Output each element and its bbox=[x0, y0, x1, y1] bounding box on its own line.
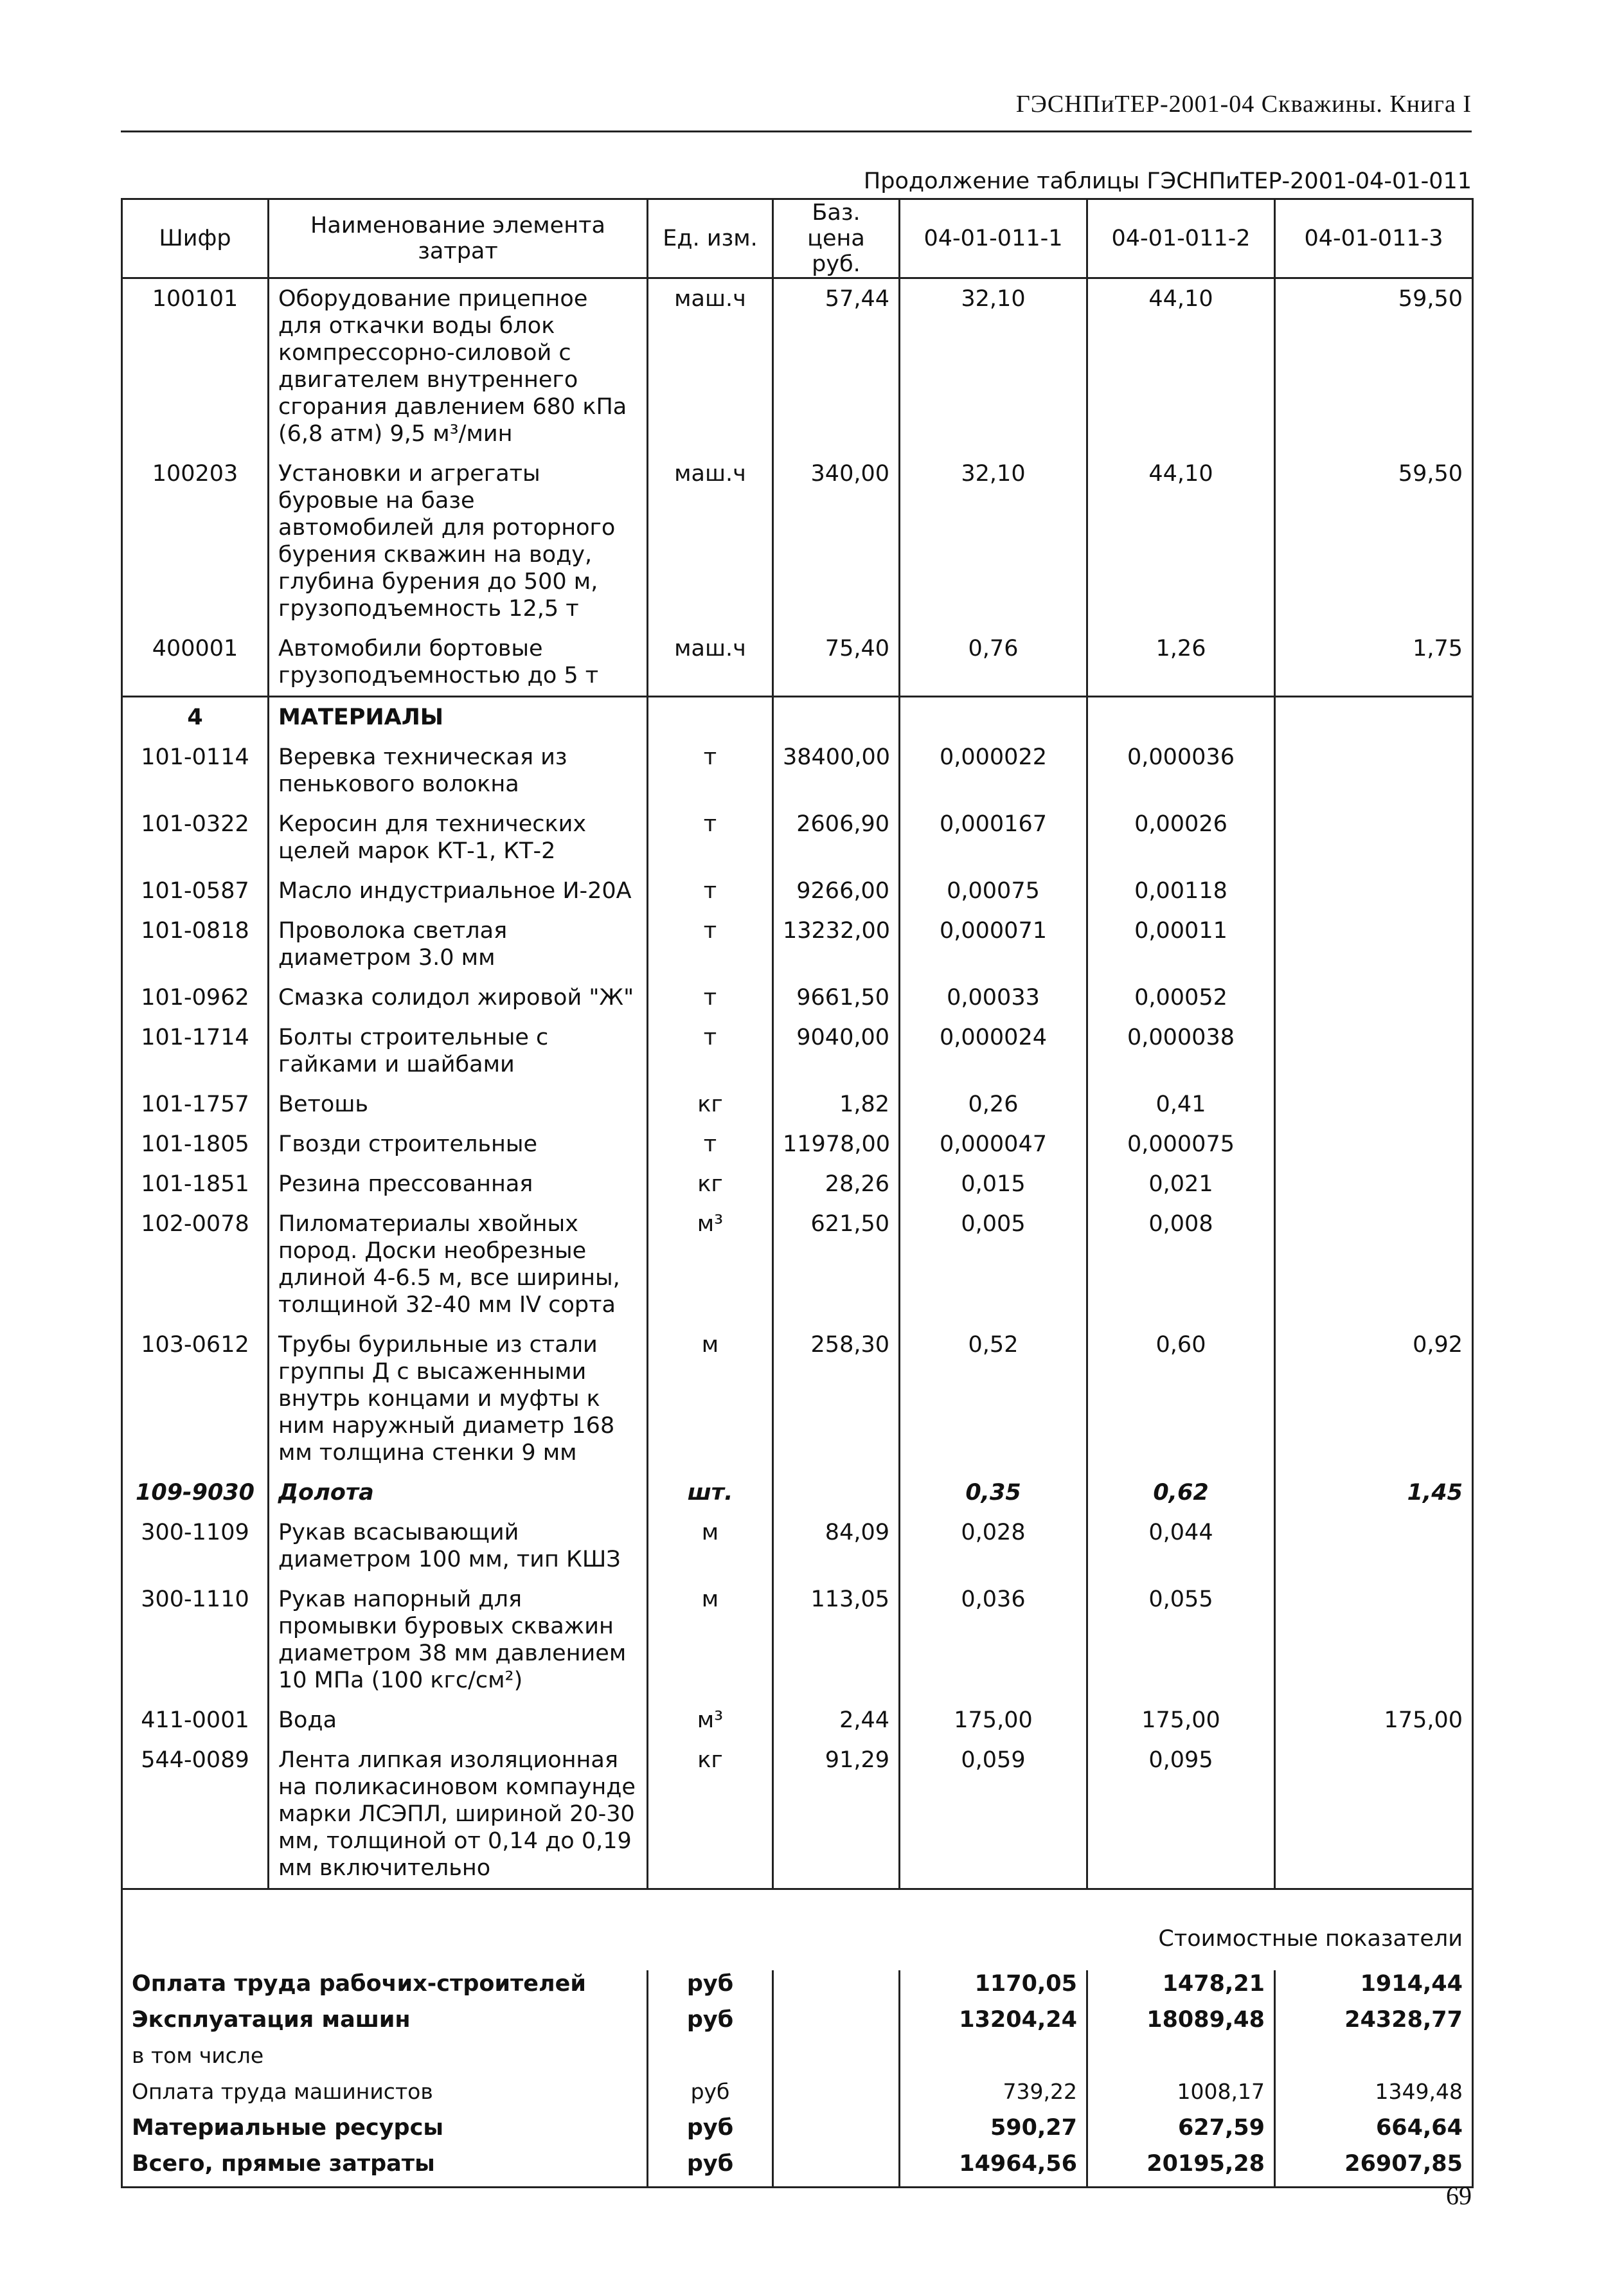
col-header-v3: 04-01-011-3 bbox=[1275, 199, 1473, 278]
row-unit: маш.ч bbox=[648, 454, 773, 629]
running-header: ГЭСНПиТЕР-2001-04 Скважины. Книга I bbox=[1015, 91, 1472, 118]
table-row bbox=[122, 911, 1473, 978]
table-row bbox=[122, 1164, 1473, 1204]
row-v1: 0,000024 bbox=[900, 1018, 1087, 1084]
col-header-name: Наименование элемента затрат bbox=[269, 199, 648, 278]
cost-unit: руб bbox=[648, 2006, 773, 2042]
row-v3 bbox=[1275, 871, 1473, 911]
row-code: 101-0587 bbox=[122, 871, 269, 911]
row-v2: 0,00026 bbox=[1087, 804, 1275, 871]
row-price: 11978,00 bbox=[773, 1124, 900, 1164]
empty-cell bbox=[900, 697, 1087, 738]
row-code: 101-1757 bbox=[122, 1084, 269, 1124]
row-v1: 0,000167 bbox=[900, 804, 1087, 871]
cost-v3: 664,64 bbox=[1275, 2114, 1473, 2150]
row-v2: 175,00 bbox=[1087, 1700, 1275, 1740]
cost-row bbox=[122, 2006, 1473, 2042]
row-code: 544-0089 bbox=[122, 1740, 269, 1889]
section-number: 4 bbox=[122, 697, 269, 738]
row-price: 75,40 bbox=[773, 629, 900, 697]
row-v3: 1,75 bbox=[1275, 629, 1473, 697]
row-unit: т bbox=[648, 911, 773, 978]
row-name: Трубы бурильные из стали группы Д с высаженными внутрь концами и муфты к ним наружный диаметр 168 мм толщина стенки 9 мм bbox=[269, 1325, 648, 1473]
row-name: Лента липкая изоляционная на поликасиновом компаунде марки ЛСЭПЛ, шириной 20-30 мм, толщиной от 0,14 до 0,19 мм включительно bbox=[269, 1740, 648, 1889]
cost-v2 bbox=[1087, 2042, 1275, 2078]
row-price: 2,44 bbox=[773, 1700, 900, 1740]
row-name: Автомобили бортовые грузоподъемностью до 5 т bbox=[269, 629, 648, 697]
empty-cell bbox=[773, 1970, 900, 2006]
empty-cell bbox=[773, 2042, 900, 2078]
row-v2: 0,095 bbox=[1087, 1740, 1275, 1889]
row-v2: 1,26 bbox=[1087, 629, 1275, 697]
table-row bbox=[122, 1325, 1473, 1473]
cost-label: Оплата труда рабочих-строителей bbox=[122, 1970, 648, 2006]
empty-cell bbox=[773, 2006, 900, 2042]
row-v2: 0,000036 bbox=[1087, 737, 1275, 804]
section-row bbox=[122, 697, 1473, 738]
row-unit: м bbox=[648, 1579, 773, 1700]
row-v1: 32,10 bbox=[900, 454, 1087, 629]
row-v1: 0,26 bbox=[900, 1084, 1087, 1124]
row-name: Керосин для технических целей марок КТ-1, КТ-2 bbox=[269, 804, 648, 871]
row-v1: 0,015 bbox=[900, 1164, 1087, 1204]
table-row bbox=[122, 737, 1473, 804]
row-v2: 0,00118 bbox=[1087, 871, 1275, 911]
row-name: Болты строительные с гайками и шайбами bbox=[269, 1018, 648, 1084]
row-v1: 0,036 bbox=[900, 1579, 1087, 1700]
cost-label: Оплата труда машинистов bbox=[122, 2078, 648, 2114]
row-code: 411-0001 bbox=[122, 1700, 269, 1740]
row-unit: кг bbox=[648, 1740, 773, 1889]
row-v3: 1,45 bbox=[1275, 1473, 1473, 1513]
row-name: Смазка солидол жировой "Ж" bbox=[269, 978, 648, 1018]
row-price: 2606,90 bbox=[773, 804, 900, 871]
row-price: 621,50 bbox=[773, 1204, 900, 1325]
empty-cell bbox=[773, 2114, 900, 2150]
empty-cell bbox=[1087, 697, 1275, 738]
table-row bbox=[122, 1018, 1473, 1084]
table-row bbox=[122, 1204, 1473, 1325]
row-v3: 0,92 bbox=[1275, 1325, 1473, 1473]
row-price: 57,44 bbox=[773, 278, 900, 454]
row-unit: м³ bbox=[648, 1700, 773, 1740]
row-code: 300-1109 bbox=[122, 1513, 269, 1579]
cost-v2: 18089,48 bbox=[1087, 2006, 1275, 2042]
row-v3 bbox=[1275, 1018, 1473, 1084]
row-v3 bbox=[1275, 911, 1473, 978]
empty-cell bbox=[1275, 697, 1473, 738]
page-number: 69 bbox=[1446, 2181, 1472, 2210]
cost-row bbox=[122, 2114, 1473, 2150]
cost-v2: 1008,17 bbox=[1087, 2078, 1275, 2114]
row-price: 1,82 bbox=[773, 1084, 900, 1124]
row-price: 28,26 bbox=[773, 1164, 900, 1204]
cost-v1 bbox=[900, 2042, 1087, 2078]
row-code: 102-0078 bbox=[122, 1204, 269, 1325]
row-v3 bbox=[1275, 1740, 1473, 1889]
row-v3 bbox=[1275, 978, 1473, 1018]
empty-cell bbox=[648, 697, 773, 738]
row-v1: 0,005 bbox=[900, 1204, 1087, 1325]
cost-v3: 1914,44 bbox=[1275, 1970, 1473, 2006]
row-unit: кг bbox=[648, 1164, 773, 1204]
row-unit: маш.ч bbox=[648, 629, 773, 697]
cost-unit: руб bbox=[648, 2114, 773, 2150]
row-v2: 0,60 bbox=[1087, 1325, 1275, 1473]
table-row bbox=[122, 804, 1473, 871]
row-unit: м bbox=[648, 1513, 773, 1579]
cost-v3: 24328,77 bbox=[1275, 2006, 1473, 2042]
row-unit: т bbox=[648, 978, 773, 1018]
section-title: МАТЕРИАЛЫ bbox=[269, 697, 648, 738]
row-v2: 0,62 bbox=[1087, 1473, 1275, 1513]
cost-label: в том числе bbox=[122, 2042, 648, 2078]
row-name: Веревка техническая из пенькового волокна bbox=[269, 737, 648, 804]
row-v3 bbox=[1275, 1513, 1473, 1579]
cost-v1: 739,22 bbox=[900, 2078, 1087, 2114]
row-name: Долота bbox=[269, 1473, 648, 1513]
row-v2: 0,000038 bbox=[1087, 1018, 1275, 1084]
cost-v1: 13204,24 bbox=[900, 2006, 1087, 2042]
header-rule bbox=[121, 130, 1472, 132]
row-price bbox=[773, 1473, 900, 1513]
row-price: 91,29 bbox=[773, 1740, 900, 1889]
row-v1: 0,028 bbox=[900, 1513, 1087, 1579]
row-name: Резина прессованная bbox=[269, 1164, 648, 1204]
cost-v2: 1478,21 bbox=[1087, 1970, 1275, 2006]
row-v1: 0,059 bbox=[900, 1740, 1087, 1889]
row-price: 38400,00 bbox=[773, 737, 900, 804]
row-unit: т bbox=[648, 737, 773, 804]
row-unit: м bbox=[648, 1325, 773, 1473]
table-header-row bbox=[122, 199, 1473, 278]
row-v1: 0,76 bbox=[900, 629, 1087, 697]
row-name: Установки и агрегаты буровые на базе автомобилей для роторного бурения скважин на воду, глубина бурения до 500 м, грузоподъемность 12,5 т bbox=[269, 454, 648, 629]
row-v2: 0,000075 bbox=[1087, 1124, 1275, 1164]
empty-cell bbox=[773, 697, 900, 738]
row-v2: 0,00011 bbox=[1087, 911, 1275, 978]
cost-unit: руб bbox=[648, 1970, 773, 2006]
cost-unit bbox=[648, 2042, 773, 2078]
row-price: 13232,00 bbox=[773, 911, 900, 978]
table-row bbox=[122, 1473, 1473, 1513]
row-v3 bbox=[1275, 804, 1473, 871]
row-code: 101-1714 bbox=[122, 1018, 269, 1084]
row-code: 400001 bbox=[122, 629, 269, 697]
col-header-unit: Ед. изм. bbox=[648, 199, 773, 278]
row-v1: 0,000071 bbox=[900, 911, 1087, 978]
row-name: Пиломатериалы хвойных пород. Доски необрезные длиной 4-6.5 м, все ширины, толщиной 32-40 мм IV сорта bbox=[269, 1204, 648, 1325]
cost-v1: 590,27 bbox=[900, 2114, 1087, 2150]
row-unit: шт. bbox=[648, 1473, 773, 1513]
row-v3: 59,50 bbox=[1275, 278, 1473, 454]
row-v2: 44,10 bbox=[1087, 454, 1275, 629]
row-price: 9661,50 bbox=[773, 978, 900, 1018]
row-v1: 175,00 bbox=[900, 1700, 1087, 1740]
row-name: Ветошь bbox=[269, 1084, 648, 1124]
row-name: Гвозди строительные bbox=[269, 1124, 648, 1164]
row-price: 340,00 bbox=[773, 454, 900, 629]
row-v1: 0,00075 bbox=[900, 871, 1087, 911]
row-code: 101-1851 bbox=[122, 1164, 269, 1204]
row-v3: 175,00 bbox=[1275, 1700, 1473, 1740]
row-v3: 59,50 bbox=[1275, 454, 1473, 629]
cost-label: Материальные ресурсы bbox=[122, 2114, 648, 2150]
row-v1: 0,000047 bbox=[900, 1124, 1087, 1164]
cost-label: Всего, прямые затраты bbox=[122, 2150, 648, 2188]
cost-header-row bbox=[122, 1889, 1473, 1971]
row-v3 bbox=[1275, 1204, 1473, 1325]
row-v2: 0,008 bbox=[1087, 1204, 1275, 1325]
cost-row bbox=[122, 2150, 1473, 2188]
row-unit: т bbox=[648, 871, 773, 911]
cost-v3 bbox=[1275, 2042, 1473, 2078]
table-row bbox=[122, 1513, 1473, 1579]
table-continuation-caption: Продолжение таблицы ГЭСНПиТЕР-2001-04-01-011 bbox=[863, 168, 1472, 194]
row-v3 bbox=[1275, 1164, 1473, 1204]
row-v1: 0,35 bbox=[900, 1473, 1087, 1513]
row-v1: 0,00033 bbox=[900, 978, 1087, 1018]
row-v3 bbox=[1275, 1084, 1473, 1124]
row-v1: 0,000022 bbox=[900, 737, 1087, 804]
col-header-code: Шифр bbox=[122, 199, 269, 278]
cost-v2: 627,59 bbox=[1087, 2114, 1275, 2150]
table-row bbox=[122, 1579, 1473, 1700]
table-row bbox=[122, 1700, 1473, 1740]
row-v2: 0,055 bbox=[1087, 1579, 1275, 1700]
cost-unit: руб bbox=[648, 2078, 773, 2114]
row-unit: т bbox=[648, 1124, 773, 1164]
cost-unit: руб bbox=[648, 2150, 773, 2188]
row-code: 109-9030 bbox=[122, 1473, 269, 1513]
empty-cell bbox=[773, 2150, 900, 2188]
row-price: 9040,00 bbox=[773, 1018, 900, 1084]
row-price: 9266,00 bbox=[773, 871, 900, 911]
row-unit: м³ bbox=[648, 1204, 773, 1325]
row-code: 101-0322 bbox=[122, 804, 269, 871]
row-code: 101-1805 bbox=[122, 1124, 269, 1164]
cost-v3: 26907,85 bbox=[1275, 2150, 1473, 2188]
table-row bbox=[122, 454, 1473, 629]
row-v1: 32,10 bbox=[900, 278, 1087, 454]
table-row bbox=[122, 278, 1473, 454]
row-v3 bbox=[1275, 1124, 1473, 1164]
row-price: 113,05 bbox=[773, 1579, 900, 1700]
row-unit: т bbox=[648, 1018, 773, 1084]
table-row bbox=[122, 871, 1473, 911]
col-header-v2: 04-01-011-2 bbox=[1087, 199, 1275, 278]
resource-table bbox=[121, 198, 1474, 2188]
row-code: 100203 bbox=[122, 454, 269, 629]
table-row bbox=[122, 1740, 1473, 1889]
row-name: Рукав всасывающий диаметром 100 мм, тип КШЗ bbox=[269, 1513, 648, 1579]
cost-v3: 1349,48 bbox=[1275, 2078, 1473, 2114]
cost-header: Стоимостные показатели bbox=[122, 1889, 1473, 1971]
row-v3 bbox=[1275, 737, 1473, 804]
row-code: 101-0114 bbox=[122, 737, 269, 804]
cost-row bbox=[122, 1970, 1473, 2006]
cost-v1: 14964,56 bbox=[900, 2150, 1087, 2188]
col-header-price: Баз. цена руб. bbox=[773, 199, 900, 278]
row-v2: 0,044 bbox=[1087, 1513, 1275, 1579]
cost-v2: 20195,28 bbox=[1087, 2150, 1275, 2188]
row-name: Вода bbox=[269, 1700, 648, 1740]
row-v2: 0,00052 bbox=[1087, 978, 1275, 1018]
table-row bbox=[122, 1084, 1473, 1124]
col-header-v1: 04-01-011-1 bbox=[900, 199, 1087, 278]
cost-label: Эксплуатация машин bbox=[122, 2006, 648, 2042]
row-v3 bbox=[1275, 1579, 1473, 1700]
row-unit: т bbox=[648, 804, 773, 871]
row-v1: 0,52 bbox=[900, 1325, 1087, 1473]
row-code: 100101 bbox=[122, 278, 269, 454]
row-name: Проволока светлая диаметром 3.0 мм bbox=[269, 911, 648, 978]
cost-row bbox=[122, 2042, 1473, 2078]
row-code: 101-0818 bbox=[122, 911, 269, 978]
table-row bbox=[122, 1124, 1473, 1164]
row-unit: кг bbox=[648, 1084, 773, 1124]
cost-v1: 1170,05 bbox=[900, 1970, 1087, 2006]
empty-cell bbox=[773, 2078, 900, 2114]
table-row bbox=[122, 629, 1473, 697]
row-v2: 0,41 bbox=[1087, 1084, 1275, 1124]
row-unit: маш.ч bbox=[648, 278, 773, 454]
cost-row bbox=[122, 2078, 1473, 2114]
row-v2: 0,021 bbox=[1087, 1164, 1275, 1204]
table-row bbox=[122, 978, 1473, 1018]
row-price: 258,30 bbox=[773, 1325, 900, 1473]
row-name: Рукав напорный для промывки буровых скважин диаметром 38 мм давлением 10 МПа (100 кгс/см²) bbox=[269, 1579, 648, 1700]
row-code: 101-0962 bbox=[122, 978, 269, 1018]
row-code: 103-0612 bbox=[122, 1325, 269, 1473]
row-v2: 44,10 bbox=[1087, 278, 1275, 454]
row-name: Оборудование прицепное для откачки воды блок компрессорно-силовой с двигателем внутреннего сгорания давлением 680 кПа (6,8 атм) 9,5 м³/мин bbox=[269, 278, 648, 454]
row-code: 300-1110 bbox=[122, 1579, 269, 1700]
row-name: Масло индустриальное И-20А bbox=[269, 871, 648, 911]
row-price: 84,09 bbox=[773, 1513, 900, 1579]
